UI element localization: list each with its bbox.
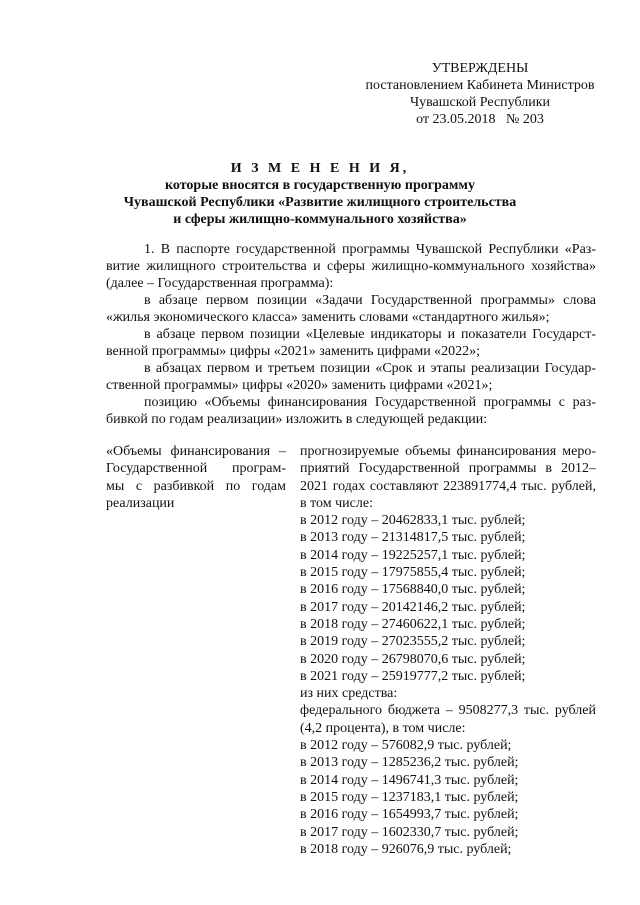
title-line-3: и сферы жилищно-коммунального хозяйства» [173,212,467,227]
paragraph-2 [106,292,596,326]
year-total-line: в 2015 году – 17975855,4 тыс. рублей; [300,565,526,581]
left-line: Государственной програм- [106,461,286,477]
intro-line: в том числе: [300,495,373,511]
year-total-line: в 2014 году – 19225257,1 тыс. рублей; [300,547,526,563]
approved-by: постановлением Кабинета Министров [365,78,595,93]
paragraph-1 [106,241,596,292]
year-federal-line: в 2014 году – 1496741,3 тыс. рублей; [300,772,519,788]
year-federal-line: в 2013 году – 1285236,2 тыс. рублей; [300,755,519,771]
intro-line: прогнозируемые объемы финансирования меро- [300,444,596,459]
left-line: «Объемы финансирования – [106,444,286,459]
intro-line: приятий Государственной программы в 2012– [300,461,596,477]
document-title [100,160,540,228]
paragraph-line: бивкой по годам реализации» изложить в следующей редакции: [106,412,488,427]
intro-line: 2021 годах составляют 223891774,4 тыс. рублей, [300,478,596,494]
left-line: реализации [106,495,175,511]
paragraph-line: витие жилищного строительства и сферы жилищно-коммунального хозяйства» [106,259,596,274]
year-total-line: в 2018 году – 27460622,1 тыс. рублей; [300,616,526,632]
year-total-line: в 2017 году – 20142146,2 тыс. рублей; [300,599,526,615]
year-total-line: в 2020 году – 26798070,6 тыс. рублей; [300,651,526,667]
year-federal-line: в 2018 году – 926076,9 тыс. рублей; [300,841,512,857]
year-total-line: в 2021 году – 25919777,2 тыс. рублей; [300,668,526,684]
paragraph-line: в абзаце первом позиции «Задачи Государственной программы» слова [144,293,596,308]
left-line: мы с разбивкой по годам [106,478,286,494]
paragraph-3 [106,326,596,360]
federal-line: федерального бюджета – 9508277,3 тыс. рублей [300,703,596,719]
year-federal-line: в 2016 году – 1654993,7 тыс. рублей; [300,807,519,823]
paragraph-line: ственной программы» цифры «2020» заменить цифрами «2021»; [106,378,493,393]
paragraph-4 [106,360,596,394]
year-total-line: в 2013 году – 21314817,5 тыс. рублей; [300,530,526,546]
table-left-column [106,443,286,512]
paragraph-line: «жилья экономического класса» заменить словами «стандартного жилья»; [106,310,550,325]
of-them-line: из них средства: [300,686,398,702]
year-federal-line: в 2012 году – 576082,9 тыс. рублей; [300,738,512,754]
approved-date-number: от 23.05.2018 № 203 [416,112,544,127]
year-total-line: в 2019 году – 27023555,2 тыс. рублей; [300,634,526,650]
approved-republic: Чувашской Республики [409,95,551,110]
title-line-1: которые вносятся в государственную программу [165,178,475,193]
federal-line: (4,2 процента), в том числе: [300,720,466,736]
document-body [106,241,596,428]
approval-stamp [360,60,600,128]
year-federal-line: в 2015 году – 1237183,1 тыс. рублей; [300,789,519,805]
paragraph-line: венной программы» цифры «2021» заменить цифрами «2022»; [106,344,481,359]
paragraph-line: в абзацах первом и третьем позиции «Срок и этапы реализации Государ- [144,361,596,376]
paragraph-line: позицию «Объемы финансирования Государственной программы с раз- [144,395,596,410]
paragraph-line: (далее – Государственная программа): [106,276,334,291]
year-total-line: в 2016 году – 17568840,0 тыс. рублей; [300,582,526,598]
paragraph-5 [106,394,596,428]
year-federal-line: в 2017 году – 1602330,7 тыс. рублей; [300,824,519,840]
paragraph-line: 1. В паспорте государственной программы Чувашской Республики «Раз- [144,242,596,257]
paragraph-line: в абзаце первом позиции «Целевые индикаторы и показатели Государст- [144,327,596,342]
title-line-2: Чувашской Республики «Развитие жилищного строительства [123,195,517,210]
table-right-column [300,443,596,858]
title-heading: И З М Е Н Е Н И Я, [230,161,410,176]
approved-label: УТВЕРЖДЕНЫ [431,61,529,76]
year-total-line: в 2012 году – 20462833,1 тыс. рублей; [300,513,526,529]
